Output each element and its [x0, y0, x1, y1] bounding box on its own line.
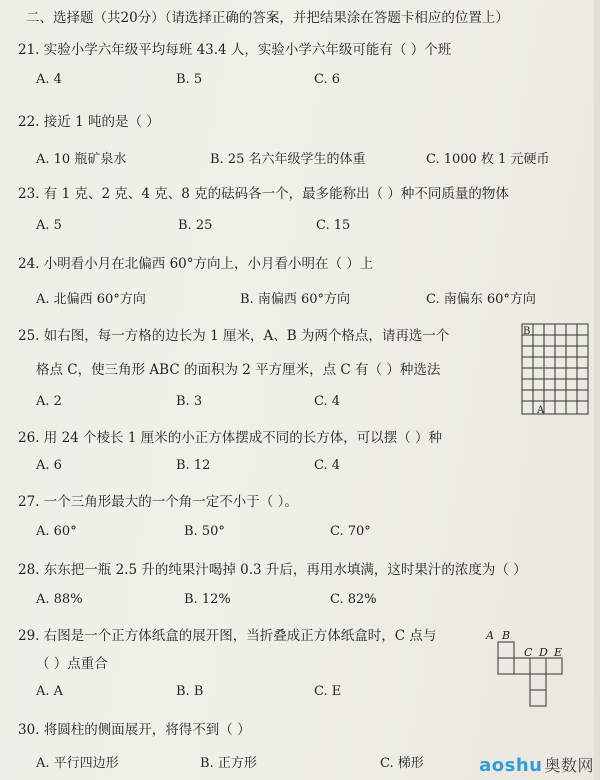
- option-a[interactable]: A. 60°: [36, 524, 77, 539]
- option-b[interactable]: B. 南偏西 60°方向: [240, 292, 350, 307]
- question-text: 如右图，每一方格的边长为 1 厘米，A、B 为两个格点，请再选一个: [43, 328, 450, 344]
- question-number: 24.: [18, 256, 40, 272]
- question-number: 25.: [18, 328, 40, 344]
- option-b[interactable]: B. B: [176, 684, 204, 699]
- watermark-cn: 奥数网: [544, 756, 594, 775]
- question-text: 一个三角形最大的一个角一定不小于（ ）。: [43, 494, 298, 510]
- question-text: 将圆柱的侧面展开，将得不到（ ）: [43, 722, 251, 738]
- question-number: 23.: [18, 186, 40, 202]
- net-label-d: D: [539, 646, 548, 659]
- grid-figure: [520, 322, 592, 418]
- option-b[interactable]: B. 25: [178, 218, 213, 233]
- option-a[interactable]: A. 北偏西 60°方向: [36, 292, 146, 307]
- option-c[interactable]: C. 70°: [330, 524, 371, 539]
- option-b[interactable]: B. 25 名六年级学生的体重: [210, 152, 366, 167]
- question-28: [18, 558, 527, 578]
- question-29-line-2: （ ）点重合: [36, 656, 108, 672]
- option-b[interactable]: B. 12: [176, 458, 211, 473]
- option-c[interactable]: C. 15: [316, 218, 351, 233]
- option-b[interactable]: B. 50°: [184, 524, 225, 539]
- option-c[interactable]: C. E: [314, 684, 342, 699]
- question-number: 28.: [18, 562, 40, 578]
- option-b[interactable]: B. 3: [176, 394, 203, 409]
- option-a[interactable]: A. 4: [36, 72, 62, 87]
- cube-net-figure: [484, 628, 574, 746]
- net-label-b: B: [502, 629, 511, 642]
- option-c[interactable]: C. 4: [314, 394, 341, 409]
- grid-label-b: B: [523, 326, 531, 337]
- option-a[interactable]: A. 88%: [36, 592, 83, 607]
- page-edge: [594, 0, 600, 780]
- question-number: 27.: [18, 494, 40, 510]
- option-c[interactable]: C. 南偏东 60°方向: [426, 292, 536, 307]
- option-a[interactable]: A. 5: [36, 218, 62, 233]
- question-text: 接近 1 吨的是（ ）: [43, 114, 160, 130]
- option-c[interactable]: C. 6: [314, 72, 341, 87]
- question-22: [18, 110, 160, 130]
- option-b[interactable]: B. 正方形: [200, 756, 257, 771]
- question-number: 30.: [18, 722, 40, 738]
- question-25-line-2: 格点 C，使三角形 ABC 的面积为 2 平方厘米，点 C 有（ ）种选法: [36, 362, 441, 378]
- question-30: [18, 718, 251, 738]
- option-b[interactable]: B. 5: [176, 72, 203, 87]
- option-b[interactable]: B. 12%: [184, 592, 231, 607]
- option-c[interactable]: C. 4: [314, 458, 341, 473]
- question-24: [18, 252, 373, 272]
- question-number: 29.: [18, 628, 40, 644]
- option-a[interactable]: A. 10 瓶矿泉水: [36, 152, 127, 167]
- question-text: 有 1 克、2 克、4 克、8 克的砝码各一个，最多能称出（ ）种不同质量的物体: [43, 186, 509, 202]
- net-label-c: C: [524, 646, 533, 659]
- question-23: [18, 182, 509, 202]
- option-a[interactable]: A. 2: [36, 394, 62, 409]
- question-text: 右图是一个正方体纸盒的展开图，当折叠成正方体纸盒时，C 点与: [43, 628, 437, 644]
- option-c[interactable]: C. 1000 枚 1 元硬币: [426, 152, 550, 167]
- question-text: 小明看小月在北偏西 60°方向上，小月看小明在（ ）上: [43, 256, 374, 272]
- question-21: [18, 38, 451, 58]
- option-a[interactable]: A. 平行四边形: [36, 756, 119, 771]
- question-number: 21.: [18, 42, 40, 58]
- watermark-logo: [479, 753, 594, 776]
- question-number: 22.: [18, 114, 40, 130]
- option-a[interactable]: A. A: [36, 684, 64, 699]
- net-label-e: E: [554, 646, 563, 659]
- watermark-latin: aoshu: [479, 755, 543, 776]
- option-a[interactable]: A. 6: [36, 458, 62, 473]
- question-text: 用 24 个棱长 1 厘米的小正方体摆成不同的长方体，可以摆（ ）种: [43, 430, 443, 446]
- question-text: 实验小学六年级平均每班 43.4 人，实验小学六年级可能有（ ）个班: [43, 42, 452, 58]
- question-26: [18, 426, 442, 446]
- question-text: 东东把一瓶 2.5 升的纯果汁喝掉 0.3 升后，再用水填满，这时果汁的浓度为（ ）: [43, 562, 527, 578]
- question-27: [18, 490, 298, 510]
- grid-label-a: A: [537, 405, 545, 416]
- net-label-a: A: [486, 629, 494, 642]
- option-c[interactable]: C. 梯形: [380, 756, 424, 771]
- section-heading: 二、选择题（共20分）（请选择正确的答案，并把结果涂在答题卡相应的位置上）: [26, 10, 509, 26]
- option-c[interactable]: C. 82%: [330, 592, 377, 607]
- question-number: 26.: [18, 430, 40, 446]
- question-29: [18, 624, 436, 644]
- question-25: [18, 324, 449, 344]
